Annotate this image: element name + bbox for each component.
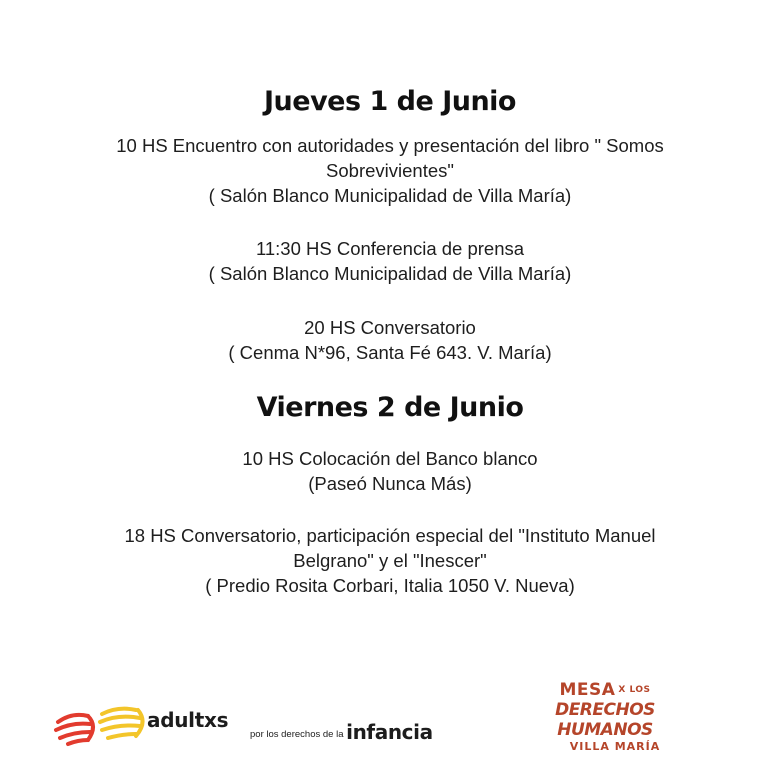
event-location: (Paseó Nunca Más) xyxy=(308,473,472,494)
event-line: Belgrano" y el "Inescer" xyxy=(293,550,487,571)
event-line: 10 HS Colocación del Banco blanco xyxy=(242,448,538,469)
event-line: 10 HS Encuentro con autoridades y presentación del libro " Somos xyxy=(116,135,664,156)
day1-event-1 xyxy=(60,133,720,208)
event-line: 11:30 HS Conferencia de prensa xyxy=(255,238,525,259)
mdh-x-los: X LOS xyxy=(618,685,651,695)
event-location: ( Salón Blanco Municipalidad de Villa María) xyxy=(208,185,572,206)
adultxs-wordmark: adultxs xyxy=(147,708,229,732)
event-line: 18 HS Conversatorio, participación especial del "Instituto Manuel xyxy=(124,525,656,546)
mdh-line2: DERECHOS HUMANOS xyxy=(555,700,655,740)
day2-title: Viernes 2 de Junio xyxy=(256,392,524,423)
day1-event-3 xyxy=(60,315,720,365)
adultxs-tagline-text: por los derechos de la xyxy=(250,729,344,740)
day2-event-1 xyxy=(60,446,720,496)
event-location: ( Salón Blanco Municipalidad de Villa María) xyxy=(208,263,572,284)
event-location: ( Cenma N*96, Santa Fé 643. V. María) xyxy=(228,342,552,363)
day2-event-2 xyxy=(60,523,720,598)
adultxs-logo xyxy=(52,700,433,750)
day1-title: Jueves 1 de Junio xyxy=(264,86,516,117)
event-line: 20 HS Conversatorio xyxy=(304,317,476,338)
adultxs-tagline xyxy=(250,718,433,742)
mdh-mesa: MESA xyxy=(559,680,616,700)
mdh-line1 xyxy=(525,680,685,700)
mdh-line3: VILLA MARÍA xyxy=(569,740,661,753)
event-location: ( Predio Rosita Corbari, Italia 1050 V. Nueva) xyxy=(205,575,575,596)
event-line: Sobrevivientes" xyxy=(326,160,454,181)
hands-icon xyxy=(52,700,147,748)
day1-event-2 xyxy=(60,236,720,286)
mesa-derechos-humanos-logo xyxy=(525,680,685,753)
adultxs-emphasis: infancia xyxy=(346,720,433,744)
